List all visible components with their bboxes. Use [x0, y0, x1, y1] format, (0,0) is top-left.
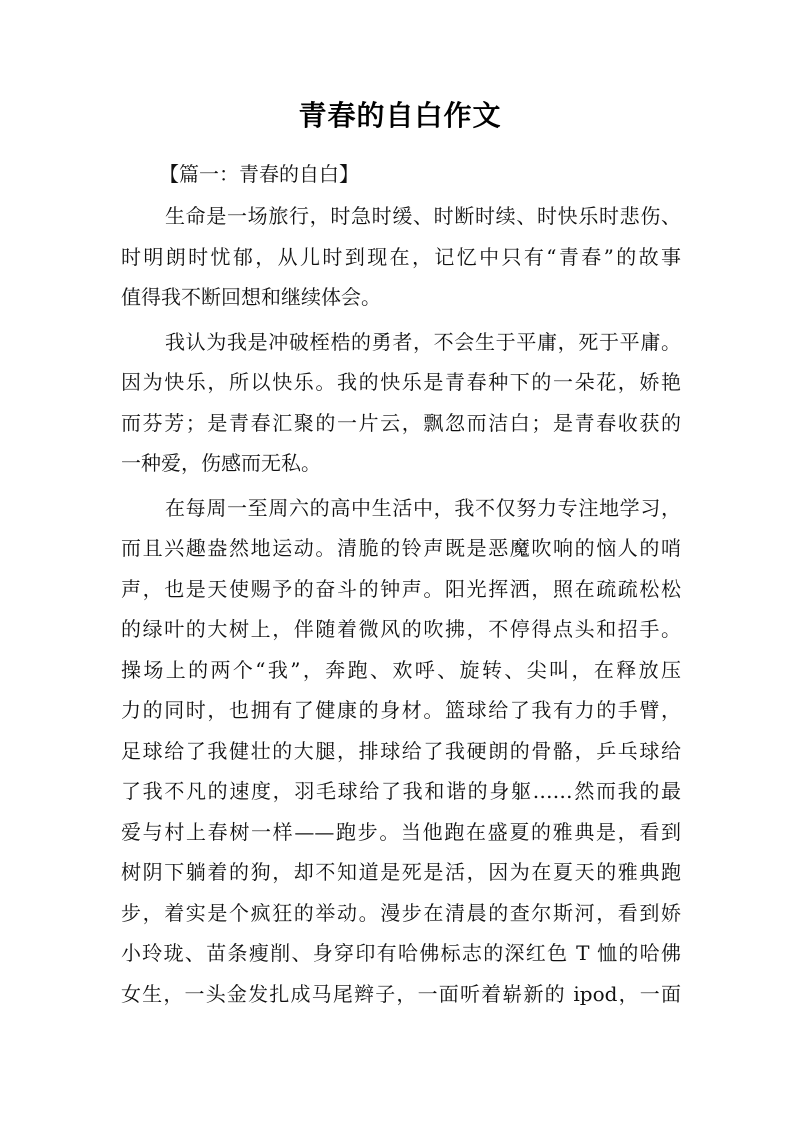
paragraph-line: 时明朗时忧郁，从儿时到现在，记忆中只有“青春”的故事 — [121, 244, 681, 269]
paragraph-line: 而芬芳；是青春汇聚的一片云，飘忽而洁白；是青春收获的 — [121, 410, 681, 435]
section-heading: 【篇一：青春的自白】 — [159, 162, 359, 186]
paragraph-line: 小玲珑、苗条瘦削、身穿印有哈佛标志的深红色 T 恤的哈佛 — [121, 941, 681, 965]
paragraph-line: 了我不凡的速度，羽毛球给了我和谐的身躯……然而我的最 — [121, 779, 681, 803]
paragraph-line: 一种爱，伤感而无私。 — [121, 451, 321, 475]
paragraph-line: 树阴下躺着的狗，却不知道是死是活，因为在夏天的雅典跑 — [121, 860, 681, 884]
paragraph-line: 而且兴趣盎然地运动。清脆的铃声既是恶魔吹响的恼人的哨 — [121, 536, 681, 560]
paragraph-line: 爱与村上春树一样——跑步。当他跑在盛夏的雅典是，看到 — [121, 819, 681, 844]
paragraph-2 — [121, 318, 681, 484]
paragraph-line: 足球给了我健壮的大腿，排球给了我硬朗的骨骼，乒乓球给 — [121, 738, 681, 763]
paragraph-line: 女生，一头金发扎成马尾辫子，一面听着崭新的 ipod，一面 — [121, 981, 681, 1006]
paragraph-line: 我认为我是冲破桎梏的勇者，不会生于平庸，死于平庸。 — [165, 329, 681, 354]
paragraph-line: 操场上的两个“我”，奔跑、欢呼、旋转、尖叫，在释放压 — [121, 657, 681, 682]
paragraph-line: 在每周一至周六的高中生活中，我不仅努力专注地学习， — [165, 495, 681, 520]
paragraph-line: 值得我不断回想和继续体会。 — [121, 285, 381, 309]
document-body — [121, 156, 681, 1014]
paragraph-line: 力的同时，也拥有了健康的身材。篮球给了我有力的手臂， — [121, 698, 681, 722]
paragraph-1 — [121, 192, 681, 318]
paragraph-line: 步，着实是个疯狂的举动。漫步在清晨的查尔斯河，看到娇 — [121, 900, 681, 925]
paragraph-line: 声，也是天使赐予的奋斗的钟声。阳光挥洒，照在疏疏松松 — [121, 576, 681, 601]
paragraph-3 — [121, 484, 681, 1015]
paragraph-line: 因为快乐，所以快乐。我的快乐是青春种下的一朵花，娇艳 — [121, 370, 681, 394]
document-title: 青春的自白作文 — [298, 99, 502, 132]
paragraph-line: 的绿叶的大树上，伴随着微风的吹拂，不停得点头和招手。 — [121, 617, 681, 641]
paragraph-line: 生命是一场旅行，时急时缓、时断时续、时快乐时悲伤、 — [165, 204, 681, 228]
